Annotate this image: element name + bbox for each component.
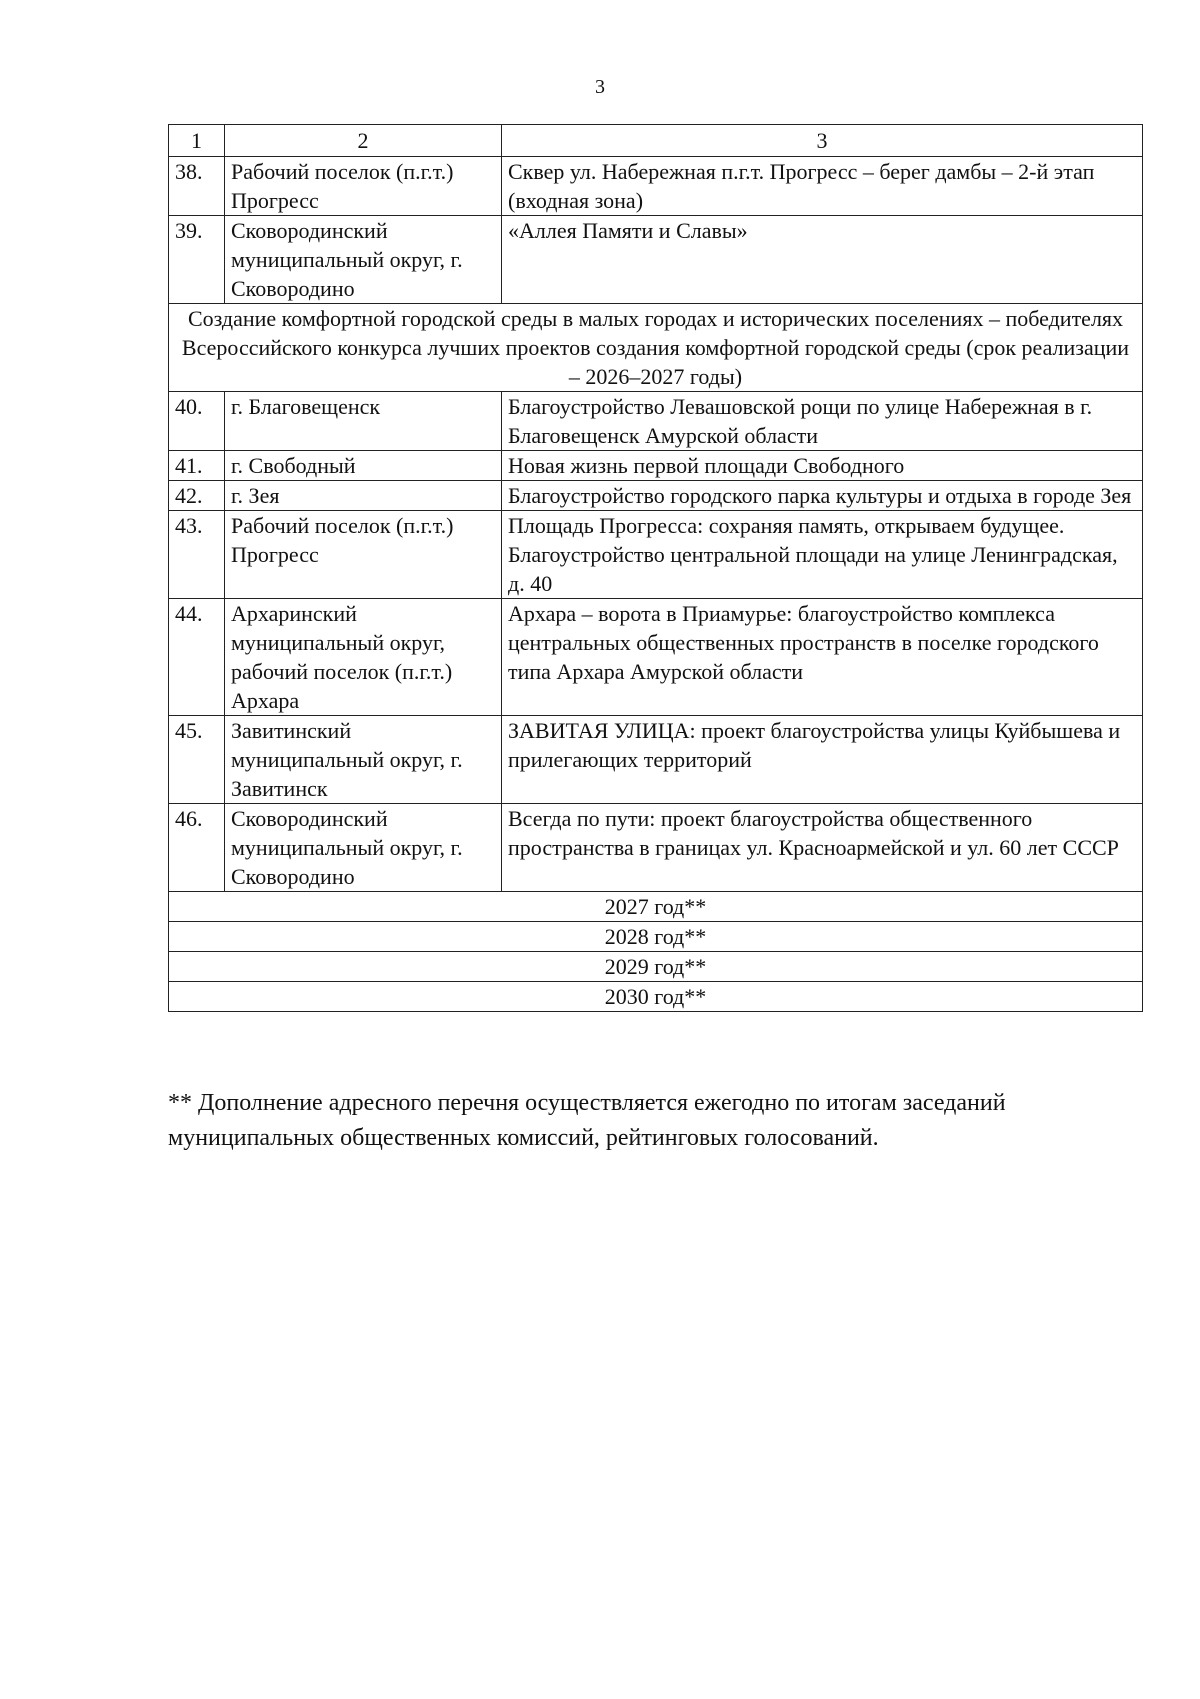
footnote: ** Дополнение адресного перечня осуществляется ежегодно по итогам заседаний муниципальных общественных комиссий, рейтинговых голосований. [168, 1090, 1006, 1151]
header-row [169, 125, 1143, 157]
table-row [169, 216, 1143, 304]
row-number: 38. [169, 157, 225, 216]
column-header-3: 3 [502, 125, 1143, 157]
row-number: 44. [169, 599, 225, 716]
year-cell: 2029 год** [169, 952, 1143, 982]
section-title: Создание комфортной городской среды в малых городах и исторических поселениях – победителях Всероссийского конкурса лучших проектов создания комфортной городской среды (срок реализации – 2026–2027 годы) [169, 304, 1143, 392]
year-cell: 2030 год** [169, 982, 1143, 1012]
row-number: 39. [169, 216, 225, 304]
table-row [169, 599, 1143, 716]
table-row [169, 157, 1143, 216]
row-number: 45. [169, 716, 225, 804]
project-cell: Площадь Прогресса: сохраняя память, открываем будущее. Благоустройство центральной площади на улице Ленинградская, д. 40 [502, 511, 1143, 599]
row-number: 41. [169, 451, 225, 481]
project-cell: Архара – ворота в Приамурье: благоустройство комплекса центральных общественных пространств в поселке городского типа Архара Амурской области [502, 599, 1143, 716]
section-row [169, 304, 1143, 392]
column-header-2: 2 [225, 125, 502, 157]
row-number: 46. [169, 804, 225, 892]
year-row [169, 982, 1143, 1012]
page-number: 3 [595, 76, 605, 98]
row-number: 42. [169, 481, 225, 511]
table-row [169, 481, 1143, 511]
year-row [169, 892, 1143, 922]
table-row [169, 451, 1143, 481]
municipality-cell: Сковородинский муниципальный округ, г. Сковородино [225, 804, 502, 892]
table-header [169, 125, 1143, 157]
table-body [169, 157, 1143, 1012]
project-cell: Новая жизнь первой площади Свободного [502, 451, 1143, 481]
municipality-cell: Завитинский муниципальный округ, г. Завитинск [225, 716, 502, 804]
project-cell: Сквер ул. Набережная п.г.т. Прогресс – берег дамбы – 2-й этап (входная зона) [502, 157, 1143, 216]
table-row [169, 511, 1143, 599]
municipality-cell: г. Благовещенск [225, 392, 502, 451]
municipality-cell: Сковородинский муниципальный округ, г. Сковородино [225, 216, 502, 304]
municipality-cell: г. Зея [225, 481, 502, 511]
municipality-cell: Рабочий поселок (п.г.т.) Прогресс [225, 157, 502, 216]
municipality-cell: Рабочий поселок (п.г.т.) Прогресс [225, 511, 502, 599]
table-row [169, 804, 1143, 892]
table-row [169, 392, 1143, 451]
project-cell: «Аллея Памяти и Славы» [502, 216, 1143, 304]
column-header-1: 1 [169, 125, 225, 157]
year-cell: 2027 год** [169, 892, 1143, 922]
project-cell: Благоустройство городского парка культуры и отдыха в городе Зея [502, 481, 1143, 511]
year-row [169, 922, 1143, 952]
project-cell: ЗАВИТАЯ УЛИЦА: проект благоустройства улицы Куйбышева и прилегающих территорий [502, 716, 1143, 804]
municipality-cell: г. Свободный [225, 451, 502, 481]
row-number: 40. [169, 392, 225, 451]
year-cell: 2028 год** [169, 922, 1143, 952]
project-cell: Благоустройство Левашовской рощи по улице Набережная в г. Благовещенск Амурской области [502, 392, 1143, 451]
municipality-cell: Архаринский муниципальный округ, рабочий поселок (п.г.т.) Архара [225, 599, 502, 716]
year-row [169, 952, 1143, 982]
project-cell: Всегда по пути: проект благоустройства общественного пространства в границах ул. Красноармейской и ул. 60 лет СССР [502, 804, 1143, 892]
row-number: 43. [169, 511, 225, 599]
address-list-table [168, 124, 1143, 1012]
table-row [169, 716, 1143, 804]
